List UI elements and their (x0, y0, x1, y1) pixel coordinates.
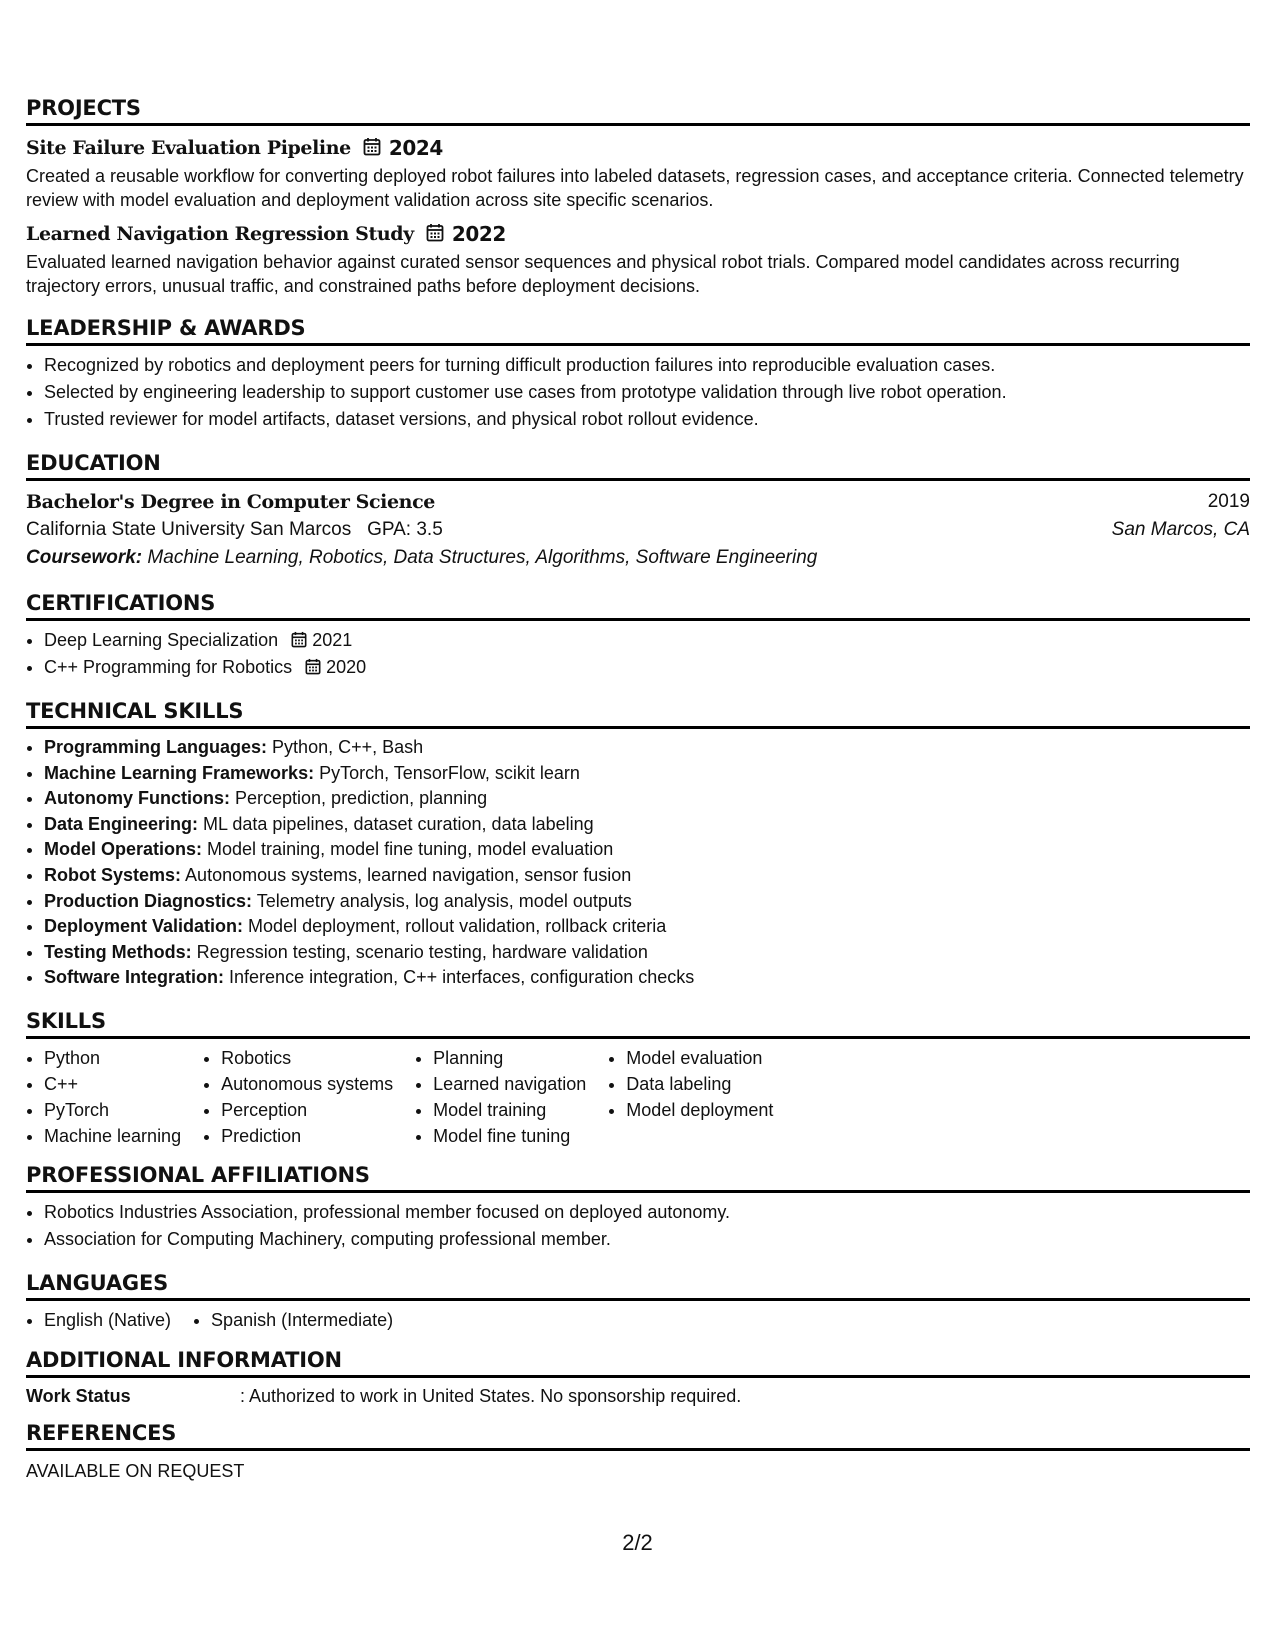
technical-skills-section (26, 699, 1250, 991)
list-item: • Prediction (221, 1123, 393, 1149)
skill-values: Python, C++, Bash (272, 737, 424, 757)
list-item: • Recognized by robotics and deployment peers for turning difficult production failures into reproducible evaluation cases. (44, 352, 1250, 379)
list-item: • English (Native) (44, 1307, 171, 1334)
coursework-list: Machine Learning, Robotics, Data Structures, Algorithms, Software Engineering (147, 547, 818, 568)
certification-name: C++ Programming for Robotics (44, 657, 293, 677)
calendar-icon (426, 223, 444, 245)
leadership-heading: LEADERSHIP & AWARDS (26, 316, 1250, 346)
project-description: Created a reusable workflow for converting deployed robot failures into labeled datasets, regression cases, and acceptance criteria. Connected telemetry review with model evaluation and deployment validation across site specific scenarios. (26, 166, 1244, 210)
certifications-section (26, 591, 1250, 681)
work-status-value: : Authorized to work in United States. No sponsorship required. (240, 1385, 742, 1406)
list-item: • Perception (221, 1097, 393, 1123)
work-status-label: Work Status (26, 1385, 131, 1406)
list-item: • Model training (433, 1097, 586, 1123)
skills-heading: SKILLS (26, 1009, 1250, 1039)
affiliations-section (26, 1163, 1250, 1253)
leadership-section (26, 316, 1250, 433)
list-item: • Machine learning (44, 1123, 181, 1149)
list-item: • PyTorch (44, 1097, 181, 1123)
list-item: • Model deployment (626, 1097, 773, 1123)
coursework (26, 547, 1250, 569)
list-item: • Trusted reviewer for model artifacts, dataset versions, and physical robot rollout evidence. (44, 406, 1250, 433)
education-heading: EDUCATION (26, 451, 1250, 481)
list-item: • Model fine tuning (433, 1123, 586, 1149)
resume-page (26, 96, 1250, 1500)
list-item (44, 965, 1250, 991)
list-item (44, 735, 1250, 761)
references-section (26, 1421, 1250, 1482)
project-name: Learned Navigation Regression Study (26, 223, 414, 245)
project-item (26, 136, 1250, 212)
graduation-year: 2019 (1207, 491, 1250, 512)
list-item: • Spanish (Intermediate) (211, 1307, 393, 1334)
list-item: • Data labeling (626, 1071, 773, 1097)
references-heading: REFERENCES (26, 1421, 1250, 1451)
list-item (44, 654, 1250, 681)
skill-category: Autonomy Functions: (44, 788, 230, 809)
skill-category: Model Operations: (44, 839, 203, 860)
skill-values: Perception, prediction, planning (235, 788, 488, 809)
list-item: • Planning (433, 1045, 586, 1071)
calendar-icon (363, 137, 381, 159)
languages-heading: LANGUAGES (26, 1271, 1250, 1301)
coursework-label: Coursework: (26, 547, 143, 568)
list-item: • Selected by engineering leadership to support customer use cases from prototype validation through live robot operation. (44, 379, 1250, 406)
calendar-icon (291, 630, 312, 650)
additional-info-heading: ADDITIONAL INFORMATION (26, 1348, 1250, 1378)
additional-info-section (26, 1348, 1250, 1407)
technical-skills-heading: TECHNICAL SKILLS (26, 699, 1250, 729)
skills-grid (26, 1045, 1250, 1149)
list-item: • Model evaluation (626, 1045, 773, 1071)
certifications-list (26, 627, 1250, 681)
skills-column (203, 1045, 393, 1149)
list-item (44, 914, 1250, 940)
certifications-heading: CERTIFICATIONS (26, 591, 1250, 621)
leadership-list (26, 352, 1250, 433)
list-item (44, 837, 1250, 863)
references-text: AVAILABLE ON REQUEST (26, 1460, 245, 1481)
project-item (26, 222, 1250, 298)
affiliations-heading: PROFESSIONAL AFFILIATIONS (26, 1163, 1250, 1193)
skill-category: Programming Languages: (44, 737, 268, 757)
certification-name: Deep Learning Specialization (44, 630, 279, 650)
project-description: Evaluated learned navigation behavior against curated sensor sequences and physical robot trials. Compared model candidates across recurring trajectory errors, unusual traffic, and constrained paths before deployment decisions. (26, 252, 1180, 296)
school-gpa: California State University San Marcos GPA: 3.5 (26, 519, 443, 540)
certification-year: 2021 (312, 630, 353, 650)
list-item (44, 786, 1250, 812)
languages-row (26, 1307, 1250, 1334)
skill-category: Testing Methods: (44, 941, 192, 962)
projects-section (26, 96, 1250, 298)
list-item: • C++ (44, 1071, 181, 1097)
skill-category: Production Diagnostics: (44, 890, 253, 911)
certification-year: 2020 (326, 657, 367, 677)
school-location: San Marcos, CA (1111, 519, 1250, 540)
list-item (44, 863, 1250, 889)
project-name: Site Failure Evaluation Pipeline (26, 137, 351, 159)
skill-values: Inference integration, C++ interfaces, configuration checks (229, 967, 695, 988)
list-item (44, 889, 1250, 915)
skills-column (415, 1045, 586, 1149)
page-number: 2/2 (622, 1530, 653, 1555)
skills-section (26, 1009, 1250, 1149)
skill-values: Autonomous systems, learned navigation, sensor fusion (185, 864, 632, 885)
skill-category: Software Integration: (44, 967, 225, 988)
list-item (44, 812, 1250, 838)
list-item (44, 627, 1250, 654)
skill-values: PyTorch, TensorFlow, scikit learn (319, 762, 580, 783)
projects-heading: PROJECTS (26, 96, 1250, 126)
list-item: • Robotics (221, 1045, 393, 1071)
education-section (26, 451, 1250, 569)
skills-column (26, 1045, 181, 1149)
affiliations-list (26, 1199, 1250, 1253)
skill-category: Machine Learning Frameworks: (44, 762, 315, 783)
skill-values: Model training, model fine tuning, model evaluation (207, 839, 614, 860)
skill-values: ML data pipelines, dataset curation, data labeling (203, 813, 594, 834)
list-item: • Learned navigation (433, 1071, 586, 1097)
list-item: • Autonomous systems (221, 1071, 393, 1097)
list-item (44, 940, 1250, 966)
technical-skills-list (26, 735, 1250, 991)
languages-section (26, 1271, 1250, 1334)
skills-column (608, 1045, 773, 1149)
degree-name: Bachelor's Degree in Computer Science (26, 491, 435, 513)
skill-category: Data Engineering: (44, 813, 199, 834)
project-year: 2022 (451, 222, 506, 246)
skill-values: Telemetry analysis, log analysis, model outputs (256, 890, 632, 911)
calendar-icon (305, 657, 326, 677)
list-item: • Robotics Industries Association, professional member focused on deployed autonomy. (44, 1199, 1250, 1226)
skill-category: Deployment Validation: (44, 916, 244, 937)
skill-values: Regression testing, scenario testing, hardware validation (196, 941, 648, 962)
list-item: • Association for Computing Machinery, computing professional member. (44, 1226, 1250, 1253)
skill-category: Robot Systems: (44, 864, 182, 885)
list-item: • Python (44, 1045, 181, 1071)
list-item (44, 761, 1250, 787)
skill-values: Model deployment, rollout validation, rollback criteria (248, 916, 667, 937)
project-year: 2024 (388, 136, 443, 160)
